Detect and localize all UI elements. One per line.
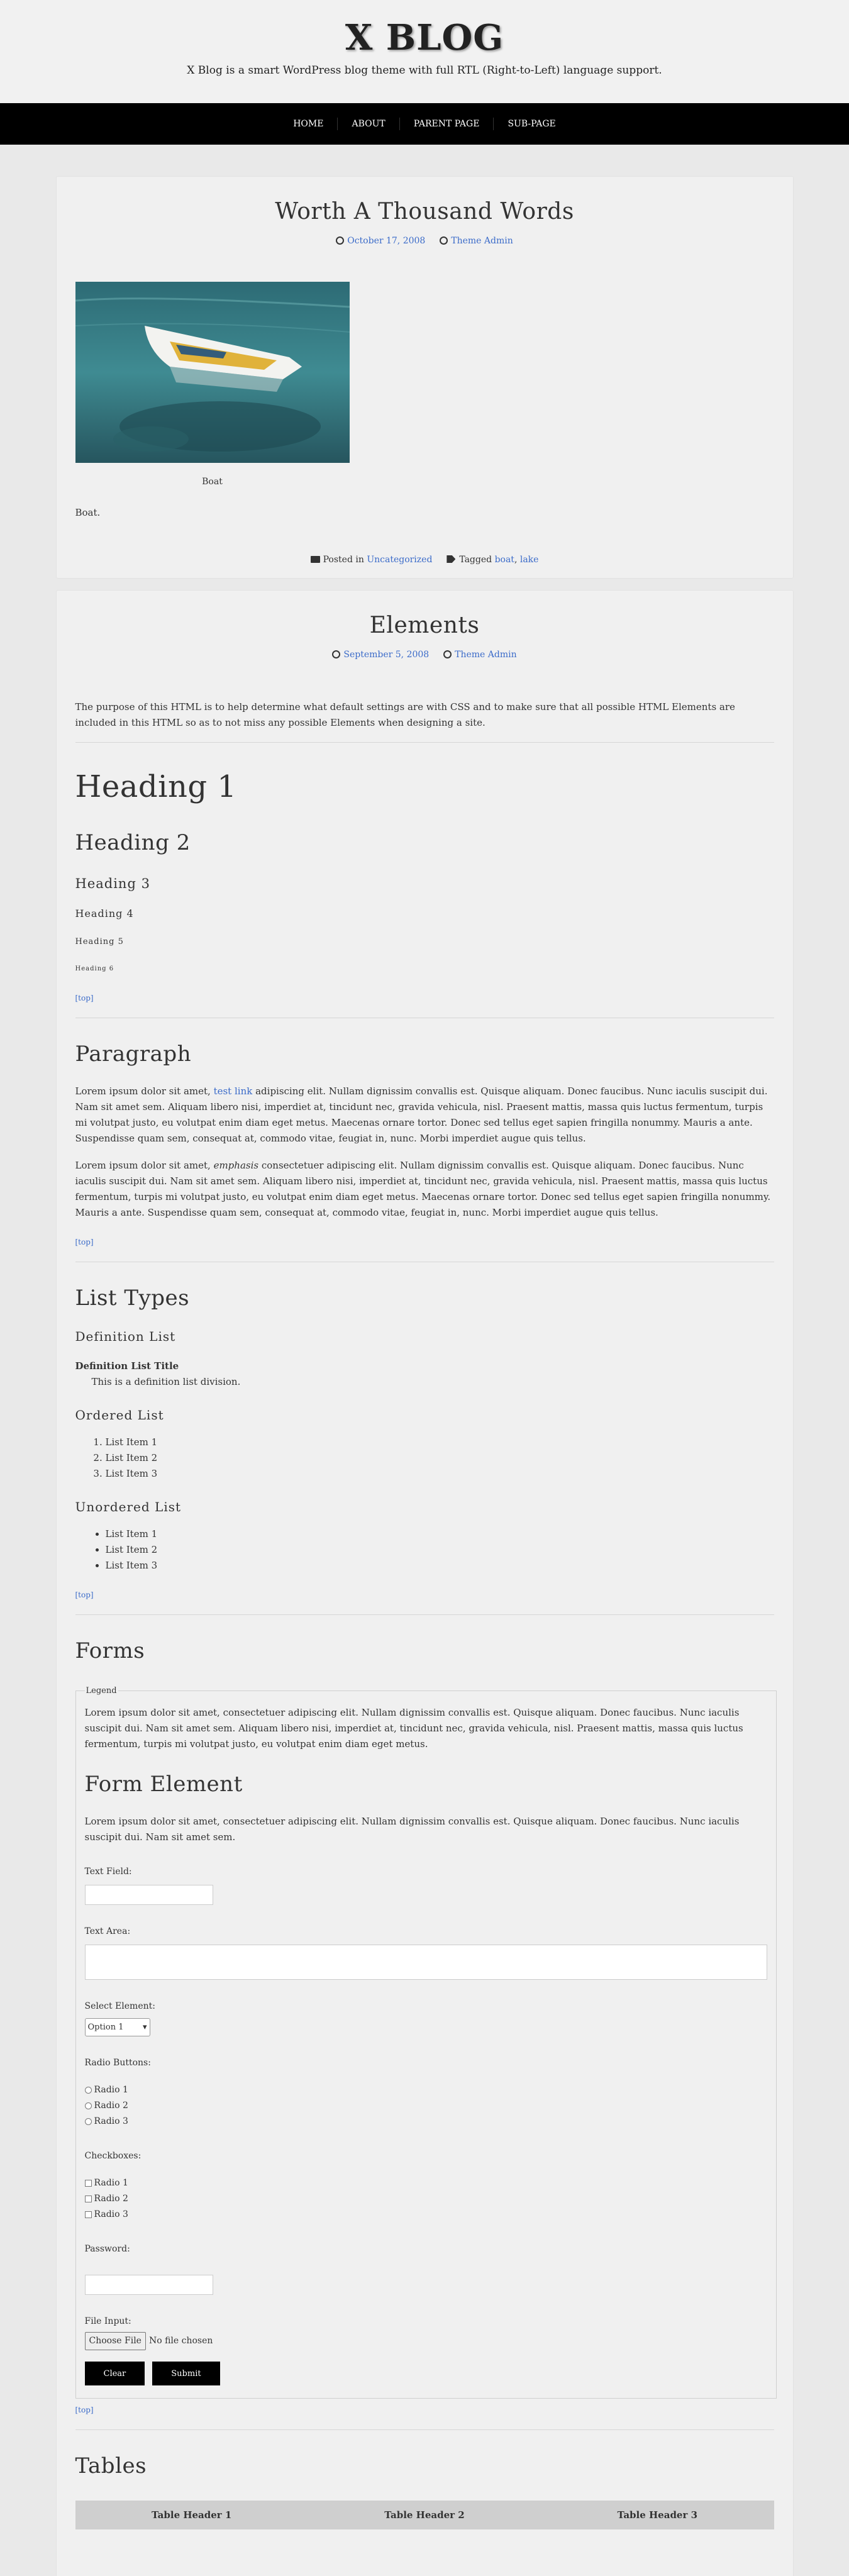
- test-link[interactable]: test link: [213, 1085, 253, 1097]
- select-label: Select Element:: [84, 2001, 155, 2011]
- checkbox[interactable]: [85, 2180, 92, 2187]
- post-date-link[interactable]: October 17, 2008: [347, 236, 426, 246]
- post-author-link[interactable]: Theme Admin: [455, 650, 517, 660]
- definition-list: [75, 1358, 774, 1390]
- divider: [75, 742, 774, 743]
- ordered-list: [106, 1435, 774, 1482]
- fieldset-legend: Legend: [86, 1686, 117, 1696]
- text-field-input[interactable]: [85, 1885, 213, 1905]
- password-input[interactable]: [85, 2275, 213, 2295]
- tag-link-boat[interactable]: boat: [494, 555, 514, 565]
- emphasis-text: emphasis: [213, 1160, 259, 1171]
- posted-in-label: Posted in: [323, 555, 364, 565]
- nav-item-sub-page[interactable]: SUB-PAGE: [508, 119, 556, 129]
- clock-icon: [332, 650, 340, 658]
- list-item: 3. List Item 3: [106, 1466, 774, 1482]
- fieldset-text: Lorem ipsum dolor sit amet, consectetuer adipiscing elit. Nullam dignissim convallis est. Quisque aliquam. Donec faucibus. Nunc iaculis suscipit dui. Nam sit amet sem. Aliquam libero nisi, imperdiet at, tincidunt nec, gravida vehicula, nisl. Praesent mattis, massa quis luctus fermentum, turpis mi volutpat justo, eu volutpat enim diam eget metus.: [84, 1707, 743, 1750]
- post-figure: [75, 282, 350, 490]
- post-title[interactable]: Worth A Thousand Words: [275, 199, 574, 225]
- radio-group: [85, 2082, 767, 2129]
- radio-option[interactable]: Radio 3: [85, 2114, 767, 2129]
- tags-icon: [447, 555, 455, 563]
- list-item: 1. List Item 1: [106, 1435, 774, 1450]
- user-icon: [440, 236, 448, 245]
- forms-title: Forms: [75, 1638, 145, 1663]
- text-area-label: Text Area:: [84, 1926, 131, 1936]
- form-fieldset: [75, 1683, 777, 2399]
- site-description: X Blog is a smart WordPress blog theme with full RTL (Right-to-Left) language support.: [187, 64, 662, 77]
- post-title[interactable]: Elements: [369, 613, 480, 638]
- table-header: Table Header 1: [75, 2501, 308, 2529]
- top-link[interactable]: [top]: [75, 1591, 94, 1599]
- tagged-label: Tagged: [459, 555, 492, 565]
- post-body: Boat.: [75, 507, 101, 518]
- post-meta: [75, 647, 774, 663]
- clear-button[interactable]: Clear: [85, 2362, 145, 2385]
- unordered-list-title: Unordered List: [75, 1499, 182, 1514]
- checkbox-group: [85, 2175, 767, 2223]
- checkbox-option[interactable]: Radio 1: [85, 2175, 767, 2191]
- paragraph-section-title: Paragraph: [75, 1041, 192, 1067]
- table-header: Table Header 3: [541, 2501, 774, 2529]
- form-element-title: Form Element: [84, 1772, 243, 1797]
- form-text: Lorem ipsum dolor sit amet, consectetuer adipiscing elit. Nullam dignissim convallis est. Quisque aliquam. Donec faucibus. Nunc iaculis suscipit dui. Nam sit amet sem.: [84, 1816, 740, 1843]
- post-footer: Posted in Uncategorized Tagged boat, lake: [75, 552, 774, 568]
- definition-term: Definition List Title: [75, 1360, 179, 1372]
- site-title[interactable]: X BLOG: [345, 17, 504, 58]
- tag-link-lake[interactable]: lake: [519, 555, 539, 565]
- list-item: • List Item 1: [106, 1526, 774, 1542]
- top-link[interactable]: [top]: [75, 1238, 94, 1246]
- post-elements: [56, 590, 794, 2576]
- select-element[interactable]: Option 1 ▾: [85, 2018, 150, 2036]
- data-table: [75, 2501, 774, 2529]
- post-meta: [75, 233, 774, 249]
- divider: [75, 2429, 774, 2430]
- nav-item-parent-page[interactable]: PARENT PAGE: [400, 118, 494, 130]
- main-content: [56, 176, 794, 2576]
- top-link[interactable]: [top]: [75, 994, 94, 1002]
- file-input: [85, 2332, 767, 2350]
- ordered-list-title: Ordered List: [75, 1407, 164, 1423]
- radio-option[interactable]: Radio 2: [85, 2098, 767, 2114]
- category-link[interactable]: Uncategorized: [367, 555, 433, 565]
- list-types-title: List Types: [75, 1285, 190, 1311]
- password-label: Password:: [84, 2244, 130, 2254]
- chevron-down-icon: ▾: [142, 2023, 147, 2032]
- checkbox-option[interactable]: Radio 3: [85, 2207, 767, 2223]
- text-area-input[interactable]: [85, 1945, 767, 1980]
- paragraph-2: Lorem ipsum dolor sit amet, emphasis consectetuer adipiscing elit. Nullam dignissim convallis est. Quisque aliquam. Donec faucibus. Nunc iaculis suscipit dui. Nam sit amet sem. Aliquam libero nisi, imperdiet at, tincidunt nec, gravida vehicula, nisl. Praesent mattis, massa quis luctus fermentum, turpis mi volutpat justo, eu volutpat enim diam eget metus. Maecenas ornare tortor. Donec sed tellus eget sapien fringilla nonummy. Mauris a ante. Suspendisse quam sem, consequat at, commodo vitae, feugiat in, nunc. Morbi imperdiet augue quis tellus.: [75, 1160, 771, 1218]
- choose-file-button[interactable]: Choose File: [85, 2332, 146, 2350]
- file-status: No file chosen: [148, 2336, 213, 2346]
- file-input-label: File Input:: [84, 2316, 131, 2326]
- radio-button[interactable]: [85, 2087, 92, 2094]
- list-item: 2. List Item 2: [106, 1450, 774, 1466]
- heading-3: Heading 3: [75, 876, 150, 891]
- checkbox[interactable]: [85, 2211, 92, 2218]
- intro-paragraph: The purpose of this HTML is to help determine what default settings are with CSS and to make sure that all possible HTML Elements are included in this HTML so as to not miss any possible Elements when designing a site.: [75, 701, 735, 728]
- divider: [75, 1614, 774, 1615]
- radio-buttons-label: Radio Buttons:: [84, 2058, 151, 2068]
- checkboxes-label: Checkboxes:: [84, 2151, 142, 2161]
- radio-button[interactable]: [85, 2102, 92, 2109]
- unordered-list: [106, 1526, 774, 1574]
- figure-caption: Boat: [202, 477, 223, 487]
- top-link[interactable]: [top]: [75, 2406, 94, 2414]
- heading-4: Heading 4: [75, 908, 134, 919]
- boat-image[interactable]: [75, 282, 350, 463]
- paragraph-1: Lorem ipsum dolor sit amet, test link adipiscing elit. Nullam dignissim convallis est. Quisque aliquam. Donec faucibus. Nunc iaculis suscipit dui. Nam sit amet sem. Aliquam libero nisi, imperdiet at, tincidunt nec, gravida vehicula, nisl. Praesent mattis, massa quis luctus fermentum, turpis mi volutpat justo, eu volutpat enim diam eget metus. Maecenas ornare tortor. Donec sed tellus eget sapien fringilla nonummy. Mauris a ante. Suspendisse quam sem, consequat at, commodo vitae, feugiat in, nunc. Morbi imperdiet augue quis tellus.: [75, 1085, 768, 1144]
- site-header: [0, 0, 849, 103]
- heading-6: Heading 6: [75, 965, 114, 972]
- form-buttons: [85, 2362, 767, 2385]
- nav-item-home[interactable]: HOME: [279, 118, 338, 130]
- table-header: Table Header 2: [308, 2501, 541, 2529]
- list-item: • List Item 3: [106, 1558, 774, 1574]
- checkbox[interactable]: [85, 2196, 92, 2202]
- heading-5: Heading 5: [75, 937, 124, 947]
- list-item: • List Item 2: [106, 1542, 774, 1558]
- checkbox-option[interactable]: Radio 2: [85, 2191, 767, 2207]
- main-navigation: [0, 103, 849, 145]
- tables-title: Tables: [75, 2453, 147, 2479]
- nav-item-about[interactable]: ABOUT: [338, 118, 399, 130]
- post-author-link[interactable]: Theme Admin: [451, 236, 513, 246]
- radio-button[interactable]: [85, 2118, 92, 2125]
- submit-button[interactable]: Submit: [152, 2362, 219, 2385]
- radio-option[interactable]: Radio 1: [85, 2082, 767, 2098]
- post-date-link[interactable]: September 5, 2008: [343, 650, 430, 660]
- heading-1: Heading 1: [75, 769, 237, 804]
- definition-list-title: Definition List: [75, 1329, 176, 1344]
- text-field-label: Text Field:: [84, 1867, 132, 1877]
- user-icon: [443, 650, 452, 658]
- post-worth-a-thousand-words: [56, 176, 794, 579]
- definition-description: This is a definition list division.: [91, 1376, 241, 1387]
- heading-2: Heading 2: [75, 830, 191, 855]
- folder-icon: [311, 556, 320, 563]
- clock-icon: [336, 236, 344, 245]
